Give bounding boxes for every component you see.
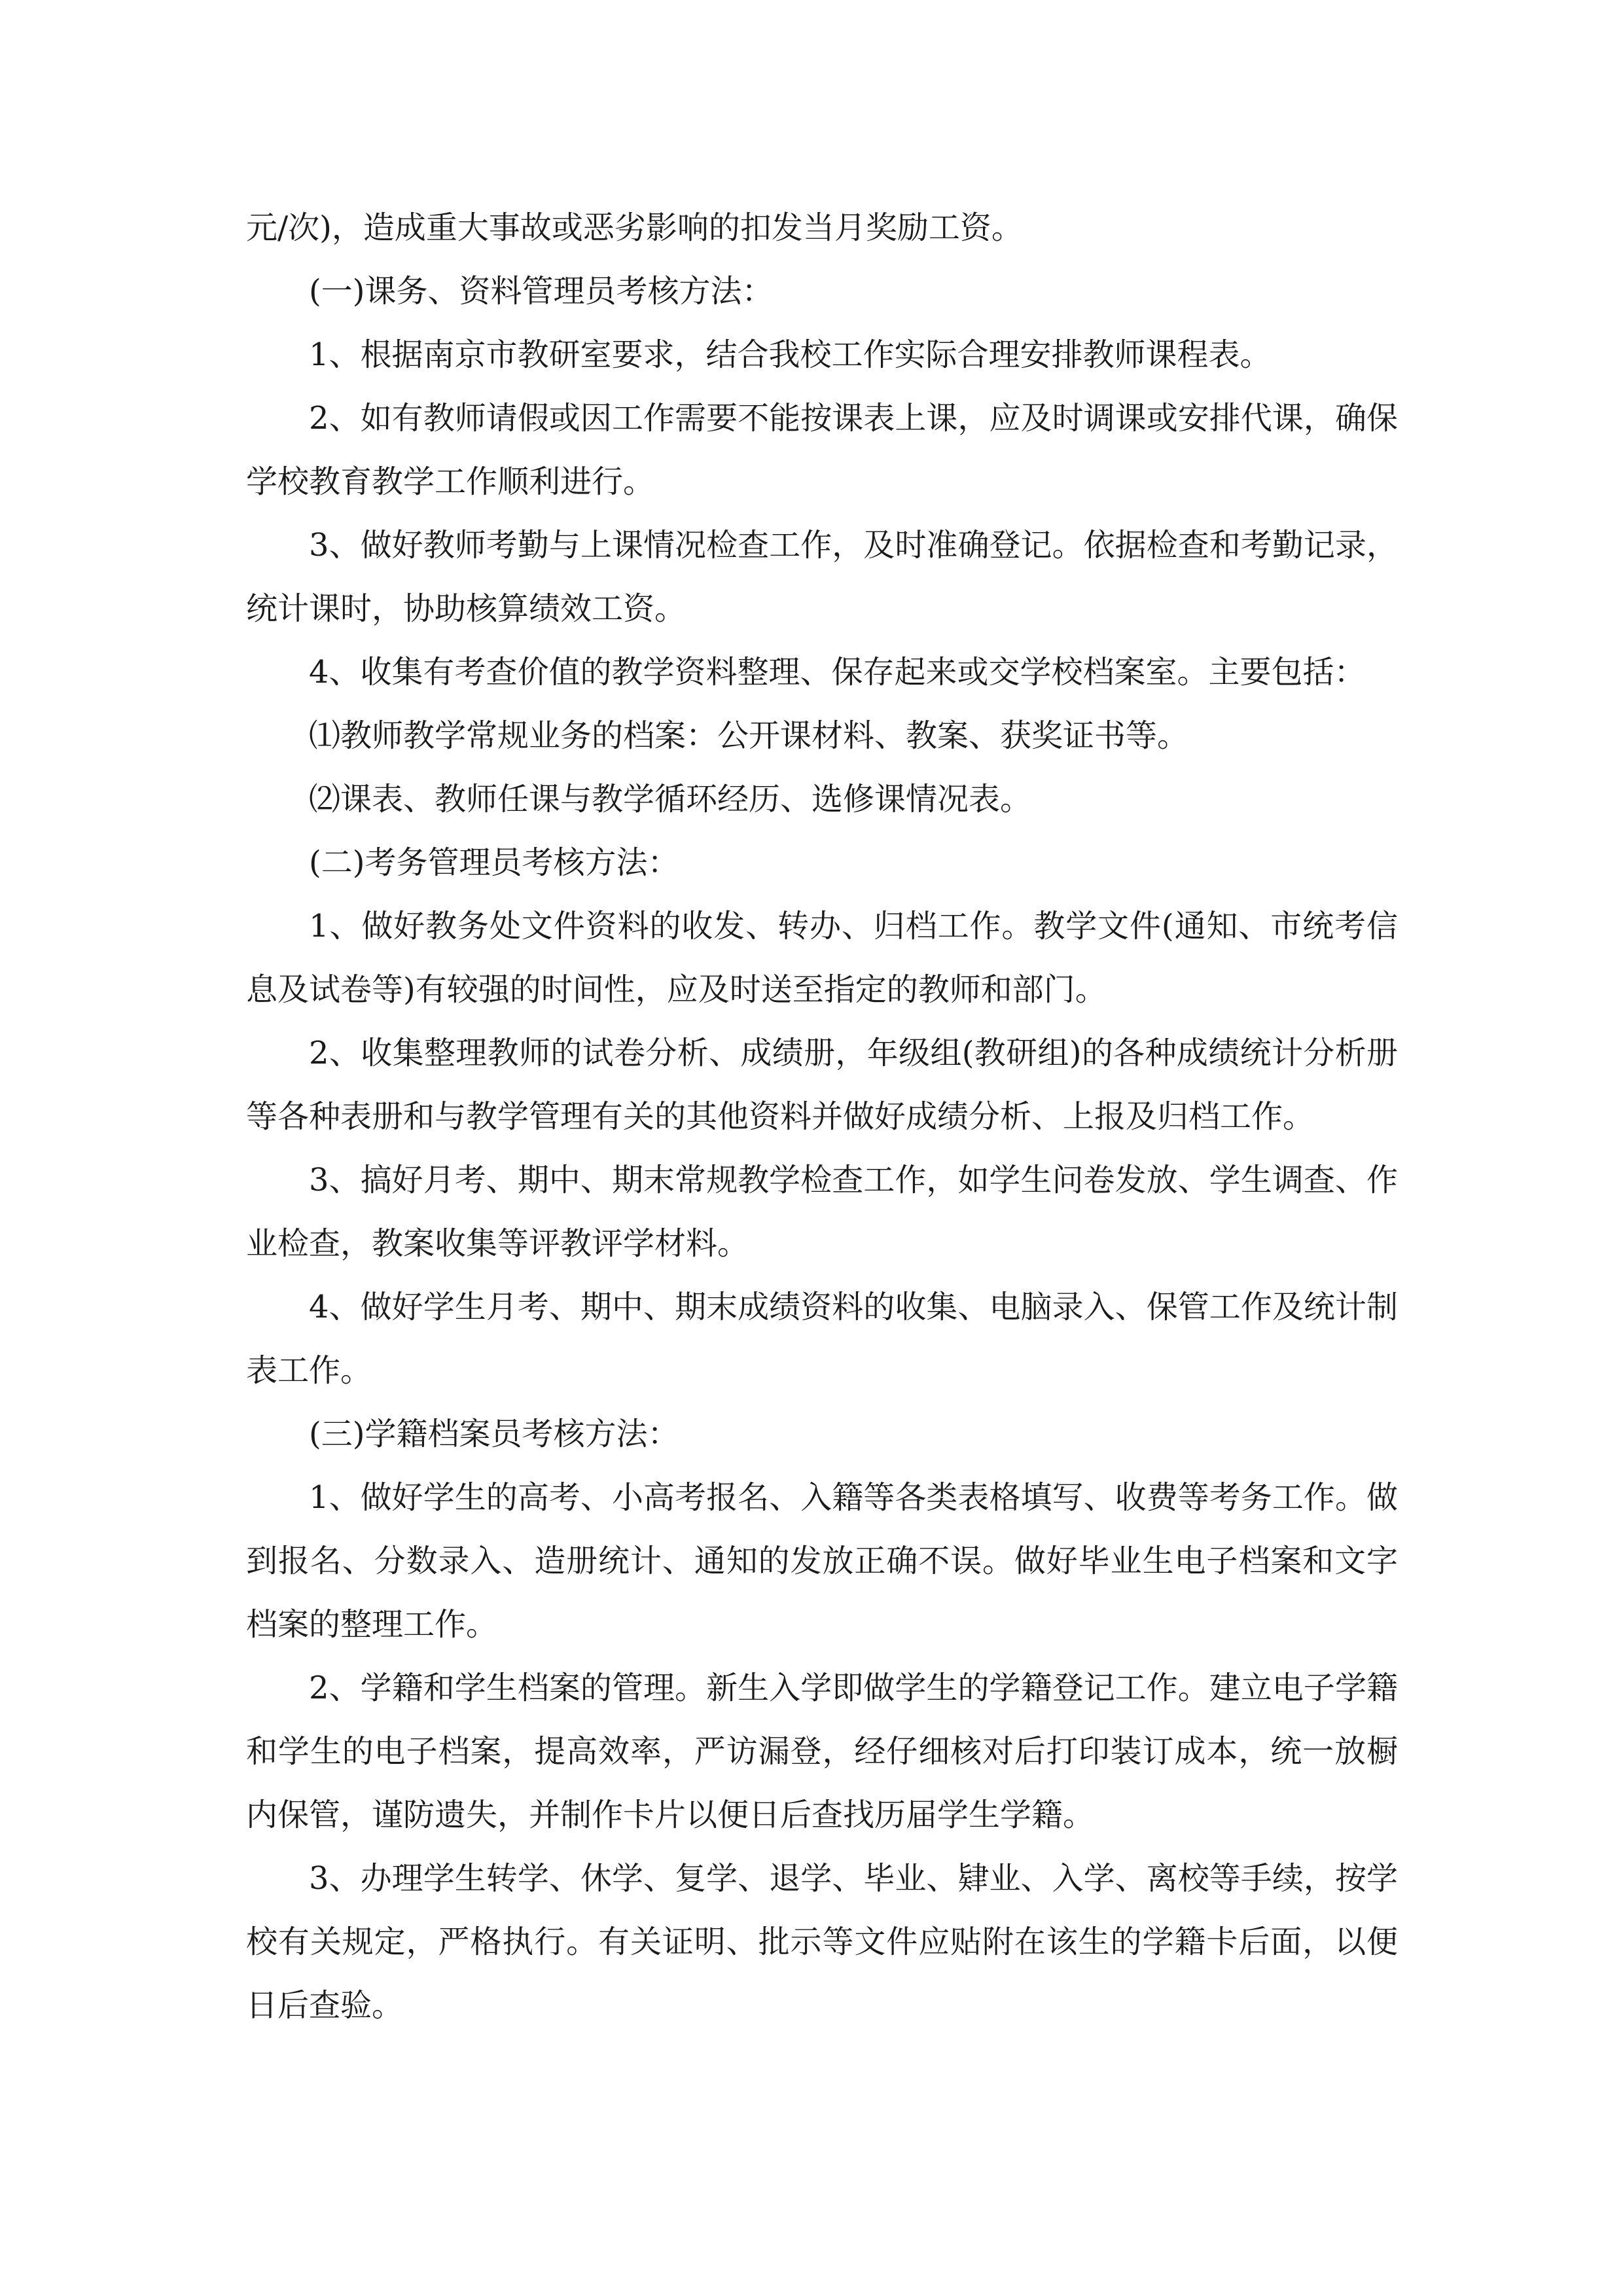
paragraph-item: 1、做好学生的高考、小高考报名、入籍等各类表格填写、收费等考务工作。做到报名、分数录入、造册统计、通知的发放正确不误。做好毕业生电子档案和文字档案的整理工作。 bbox=[246, 1479, 1398, 1643]
paragraph-item: 2、收集整理教师的试卷分析、成绩册，年级组(教研组)的各种成绩统计分析册等各种表册和与教学管理有关的其他资料并做好成绩分析、上报及归档工作。 bbox=[246, 1035, 1398, 1135]
paragraph-item: 1、根据南京市教研室要求，结合我校工作实际合理安排教师课程表。 bbox=[309, 336, 1272, 373]
paragraph-subitem: ⑵课表、教师任课与教学循环经历、选修课情况表。 bbox=[309, 781, 1032, 817]
section-heading-course-materials: (一)课务、资料管理员考核方法： bbox=[309, 273, 774, 310]
section-heading-exam-affairs: (二)考务管理员考核方法： bbox=[309, 844, 679, 881]
paragraph-item: 4、收集有考查价值的教学资料整理、保存起来或交学校档案室。主要包括： bbox=[309, 654, 1366, 691]
document-body bbox=[246, 196, 1398, 2037]
paragraph-subitem: ⑴教师教学常规业务的档案：公开课材料、教案、获奖证书等。 bbox=[309, 717, 1189, 754]
section-heading-student-records: (三)学籍档案员考核方法： bbox=[309, 1416, 679, 1452]
paragraph-item: 4、做好学生月考、期中、期末成绩资料的收集、电脑录入、保管工作及统计制表工作。 bbox=[246, 1289, 1398, 1389]
paragraph-item: 2、如有教师请假或因工作需要不能按课表上课，应及时调课或安排代课，确保学校教育教学工作顺利进行。 bbox=[246, 400, 1398, 500]
paragraph-continuation: 元/次)，造成重大事故或恶劣影响的扣发当月奖励工资。 bbox=[246, 209, 1023, 246]
paragraph-item: 1、做好教务处文件资料的收发、转办、归档工作。教学文件(通知、市统考信息及试卷等)有较强的时间性，应及时送至指定的教师和部门。 bbox=[246, 908, 1398, 1008]
paragraph-item: 3、办理学生转学、休学、复学、退学、毕业、肄业、入学、离校等手续，按学校有关规定，严格执行。有关证明、批示等文件应贴附在该生的学籍卡后面，以便日后查验。 bbox=[246, 1860, 1398, 2024]
paragraph-item: 3、做好教师考勤与上课情况检查工作，及时准确登记。依据检查和考勤记录，统计课时，协助核算绩效工资。 bbox=[246, 527, 1398, 627]
paragraph-item: 3、搞好月考、期中、期末常规教学检查工作，如学生问卷发放、学生调查、作业检查，教案收集等评教评学材料。 bbox=[246, 1162, 1398, 1262]
paragraph-item: 2、学籍和学生档案的管理。新生入学即做学生的学籍登记工作。建立电子学籍和学生的电子档案，提高效率，严访漏登，经仔细核对后打印装订成本，统一放橱内保管，谨防遗失，并制作卡片以便日后查找历届学生学籍。 bbox=[246, 1670, 1398, 1833]
